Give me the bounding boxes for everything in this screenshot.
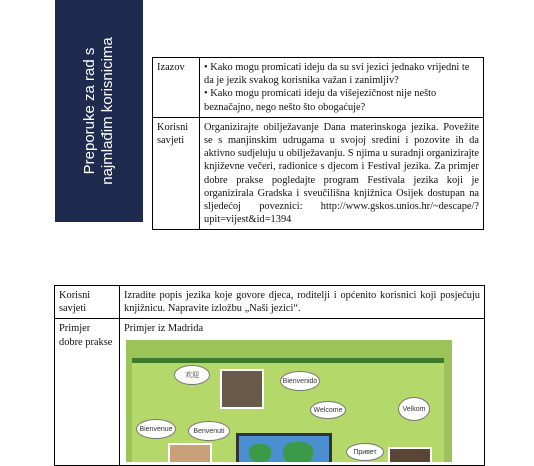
children-photo [220,369,264,409]
savjeti-content-2: Izradite popis jezika koje govore djeca, roditelji i općenito korisnici koji posjećuju knjižnicu. Napravite izložbu „Naši jezici“. [120,286,485,319]
display-board [132,358,444,462]
table-row [153,58,484,118]
bubble-bienvenue: Bienvenue [136,419,176,439]
izazov-bullet-1: • Kako mogu promicati ideju da su svi jezici jednako vrijedni te da je jezik svakog korisnika važan i zanimljiv? [204,61,479,87]
izazov-content [200,58,484,118]
recommendations-table [152,57,484,230]
bubble-privet: Привет [346,443,384,461]
bubble-velkom: Velkom [398,397,430,421]
sidebar-title-line2: najmlađim korisnicima [99,37,117,185]
izazov-label: Izazov [153,58,200,118]
bubble-chinese: 欢迎 [174,365,210,385]
sidebar-title [55,0,143,222]
table-row [55,286,485,319]
madrid-exhibition-photo [126,340,452,462]
savjeti-label: Korisni savjeti [153,117,200,230]
bubble-welcome: Welcome [310,401,346,419]
world-map [236,433,332,462]
child-photo-left [168,443,212,462]
table-row [153,117,484,230]
savjeti-content: Organizirajte obilježavanje Dana materinskoga jezika. Povežite se s manjinskim udrugama u svojoj sredini i pozovite ih da aktivno sudjeluju u obilježavanju. S njima u suradnji organizirajte književne večeri, radionice s djecom i Festival jezika. Za primjer dobre prakse pogledajte program Festivala jezika koji je organizirala Gradska i sveučilišna knjižnica Osijek dostupan na sljedećoj poveznici: http://www.gskos.unios.hr/~descape/?upit=vijest&id=1394 [200,117,484,230]
savjeti-label-2: Korisni savjeti [55,286,120,319]
primjer-caption: Primjer iz Madrida [124,323,204,335]
bubble-benvenuti: Benvenuti [188,421,230,441]
child-photo-right [388,447,432,462]
izazov-bullet-2: • Kako mogu promicati ideju da višejezičnost nije nešto beznačajno, nego nešto što obogaćuje? [204,87,479,113]
primjer-label: Primjer dobre prakse [55,319,120,466]
sidebar-title-line1: Preporuke za rad s [81,47,99,175]
bubble-bienvenido: Bienvenido [280,371,320,391]
